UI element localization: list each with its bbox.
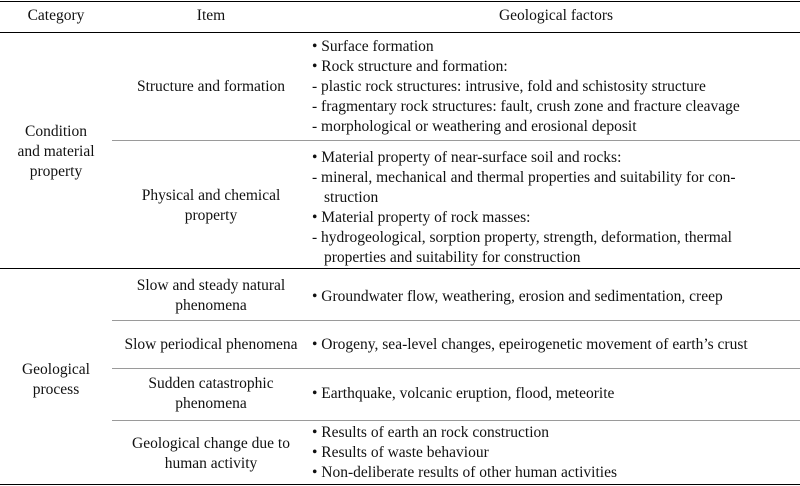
category-line: Geological: [21, 361, 90, 378]
header-bottom-rule: [0, 32, 800, 33]
row-divider: [112, 140, 800, 141]
category-cell: [0, 360, 112, 400]
table-top-rule: [0, 1, 800, 2]
category-line: process: [32, 381, 80, 398]
item-line: Slow periodical phenomena: [124, 336, 298, 353]
factor-bullet: • Results of earth an rock construction: [312, 424, 550, 441]
item-line: phenomena: [175, 395, 247, 412]
item-cell: [112, 77, 310, 97]
row-divider: [112, 368, 800, 369]
row-divider: [112, 320, 800, 321]
factors-cell: [312, 384, 800, 404]
item-line: Geological change due to: [132, 435, 290, 452]
item-cell: [112, 335, 310, 355]
factor-bullet: • Groundwater flow, weathering, erosion and sedimentation, creep: [312, 288, 723, 305]
item-line: property: [184, 207, 238, 224]
factor-subitem: - morphological or weathering and erosional deposit: [312, 118, 637, 135]
category-line: and material: [17, 143, 95, 160]
factor-bullet: • Material property of rock masses:: [312, 209, 531, 226]
factor-subitem: - mineral, mechanical and thermal properties and suitability for con-: [312, 169, 736, 186]
factor-continuation: properties and suitability for construction: [324, 249, 581, 266]
row-divider: [112, 420, 800, 421]
factor-bullet: • Results of waste behaviour: [312, 444, 489, 461]
factor-bullet: • Surface formation: [312, 38, 434, 55]
factors-cell: [312, 37, 800, 137]
factor-bullet: • Material property of near-surface soil and rocks:: [312, 149, 622, 166]
item-cell: [112, 276, 310, 316]
category-cell: [0, 122, 112, 182]
factor-bullet: • Earthquake, volcanic eruption, flood, meteorite: [312, 385, 615, 402]
table-bottom-rule: [0, 484, 800, 485]
item-line: Structure and formation: [136, 78, 286, 95]
category-line: property: [29, 163, 83, 180]
factor-bullet: • Rock structure and formation:: [312, 58, 508, 75]
factor-subitem: - hydrogeological, sorption property, strength, deformation, thermal: [312, 229, 732, 246]
item-line: Slow and steady natural: [136, 277, 286, 294]
item-line: Physical and chemical: [141, 187, 281, 204]
factors-cell: [312, 287, 800, 307]
category-line: Condition: [24, 123, 87, 140]
factor-continuation: struction: [324, 189, 379, 206]
factor-subitem: - fragmentary rock structures: fault, crush zone and fracture cleavage: [312, 98, 740, 115]
factor-subitem: - plastic rock structures: intrusive, fold and schistosity structure: [312, 78, 706, 95]
item-cell: [112, 374, 310, 414]
header-item: Item: [196, 7, 226, 24]
item-cell: [112, 434, 310, 474]
item-cell: [112, 186, 310, 226]
header-factors: Geological factors: [498, 7, 614, 24]
header-category: Category: [27, 7, 85, 24]
factors-cell: [312, 148, 800, 268]
factor-bullet: • Orogeny, sea-level changes, epeirogenetic movement of earth’s crust: [312, 336, 748, 353]
factors-cell: [312, 335, 800, 355]
item-line: human activity: [164, 455, 258, 472]
item-line: phenomena: [175, 297, 247, 314]
factor-bullet: • Non-deliberate results of other human activities: [312, 464, 617, 481]
factors-cell: [312, 423, 800, 483]
group-divider-rule: [0, 268, 800, 269]
item-line: Sudden catastrophic: [148, 375, 274, 392]
